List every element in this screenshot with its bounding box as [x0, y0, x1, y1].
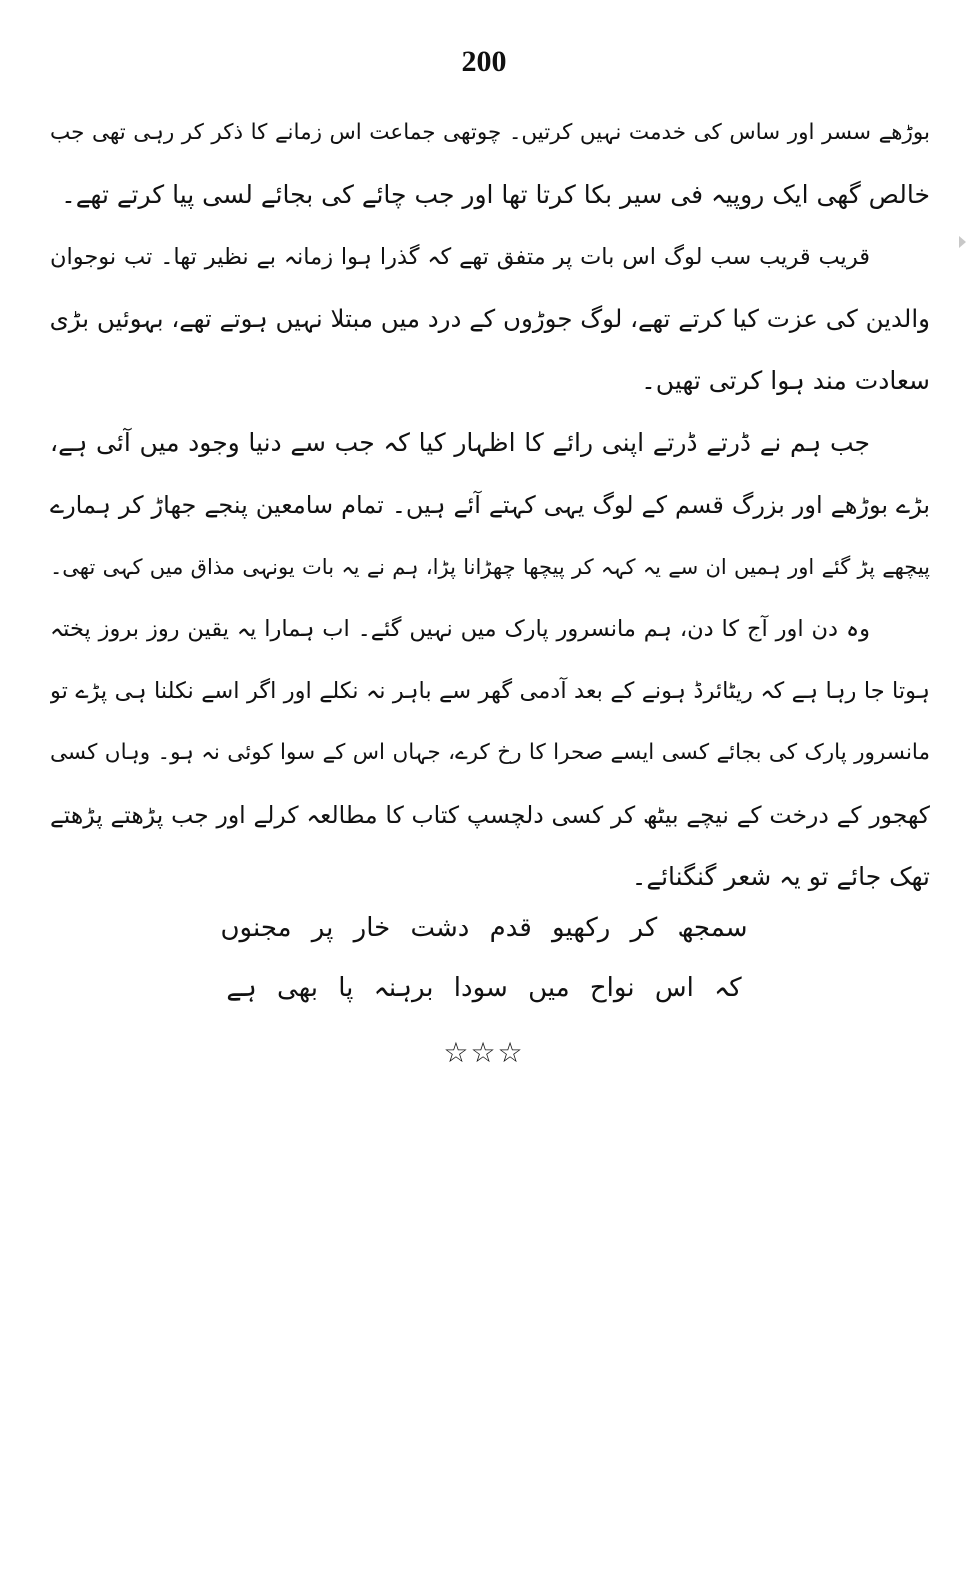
verse-line-1: سمجھ کر رکھیو قدم دشت خار پر مجنوں: [220, 913, 748, 943]
text-line: بڑے بوڑھے اور بزرگ قسم کے لوگ یہی کہتے آئے ہیں۔ تمام سامعین پنجے جھاڑ کر ہمارے: [50, 491, 930, 519]
text-line: والدین کی عزت کیا کرتے تھے، لوگ جوڑوں کے درد میں مبتلا نہیں ہوتے تھے، بہوئیں بڑی: [50, 304, 930, 333]
text-line: مانسرور پارک کی بجائے کسی ایسے صحرا کا رخ کرے، جہاں اس کے سوا کوئی نہ ہو۔ وہاں کسی: [50, 740, 930, 765]
body-text: [50, 102, 930, 908]
text-line: وہ دن اور آج کا دن، ہم مانسرور پارک میں نہیں گئے۔ اب ہمارا یہ یقین روز بروز پختہ: [50, 616, 870, 642]
text-line: ہوتا جا رہا ہے کہ ریٹائرڈ ہونے کے بعد آدمی گھر سے باہر نہ نکلے اور اگر اسے نکلنا ہی پڑے تو: [50, 678, 930, 704]
page-number: 200: [461, 45, 507, 78]
text-line: قریب قریب سب لوگ اس بات پر متفق تھے کہ گذرا ہوا زمانہ بے نظیر تھا۔ تب نوجوان: [50, 244, 870, 270]
text-line: سعادت مند ہوا کرتی تھیں۔: [641, 366, 930, 395]
verse-couplet: [0, 898, 968, 1018]
section-end-stars: ☆☆☆: [443, 1036, 525, 1069]
text-line: کھجور کے درخت کے نیچے بیٹھ کر کسی دلچسپ کتاب کا مطالعہ کرلے اور جب پڑھتے پڑھتے: [50, 801, 930, 829]
verse-line-2: کہ اس نواح میں سودا برہنہ پا بھی ہے: [226, 973, 742, 1003]
text-line: پیچھے پڑ گئے اور ہمیں ان سے یہ کہہ کر پیچھا چھڑانا پڑا، ہم نے یہ بات یونہی مذاق میں کہی تھی۔: [50, 555, 930, 579]
text-line: خالص گھی ایک روپیہ فی سیر بکا کرتا تھا اور جب چائے کی بجائے لسی پیا کرتے تھے۔: [61, 180, 930, 209]
text-line: بوڑھے سسر اور ساس کی خدمت نہیں کرتیں۔ چوتھی جماعت اس زمانے کا ذکر کر رہی تھی جب: [50, 120, 930, 145]
text-line: جب ہم نے ڈرتے ڈرتے اپنی رائے کا اظہار کیا کہ جب سے دنیا وجود میں آئی ہے،: [50, 428, 870, 457]
page-edge-mark: [959, 236, 966, 248]
text-line: تھک جائے تو یہ شعر گنگنائے۔: [631, 862, 930, 891]
